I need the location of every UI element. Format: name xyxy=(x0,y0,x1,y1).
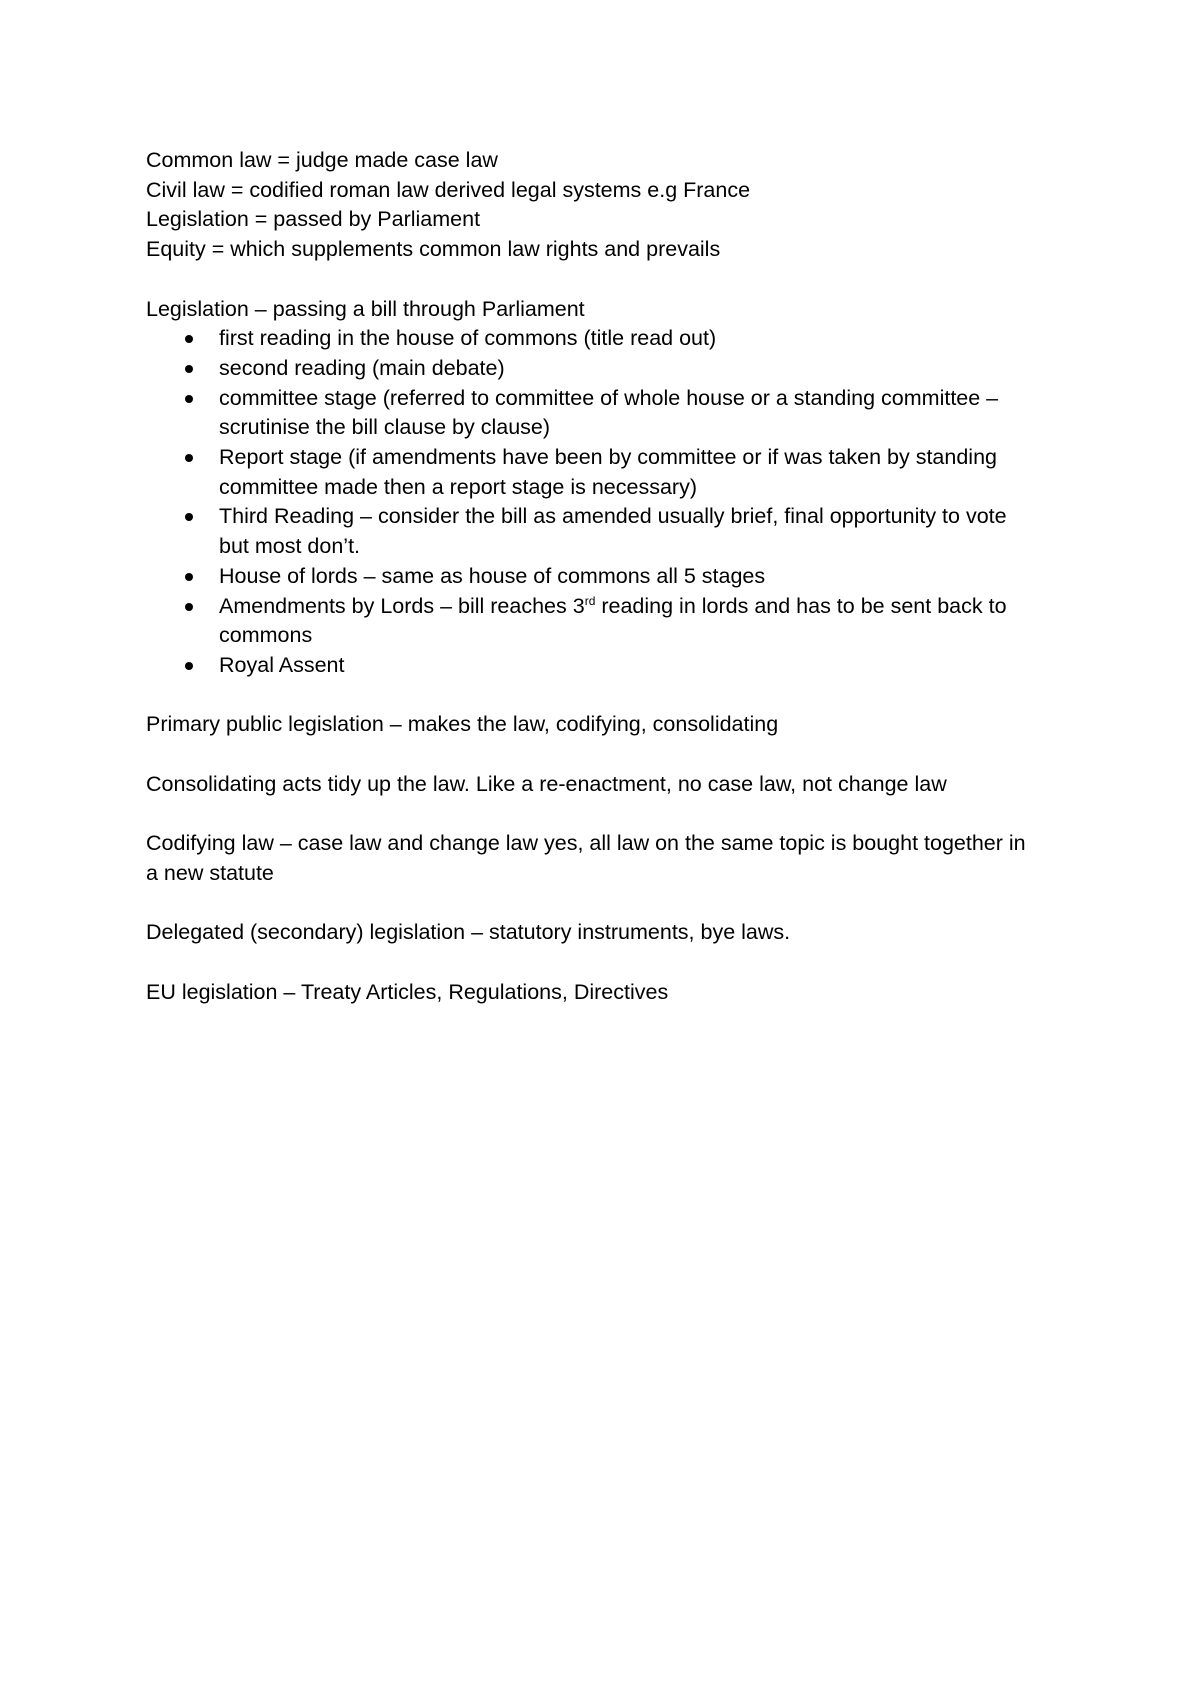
bullet-icon xyxy=(185,603,193,611)
bill-stages-list xyxy=(146,324,1066,680)
list-item-text: Royal Assent xyxy=(219,652,345,677)
bill-heading: Legislation – passing a bill through Parliament xyxy=(146,296,585,321)
list-item-text: second reading (main debate) xyxy=(219,355,505,380)
bullet-icon xyxy=(185,573,193,581)
bullet-icon xyxy=(185,395,193,403)
bullet-icon xyxy=(185,454,193,462)
list-item-text-continued: but most don’t. xyxy=(219,534,361,559)
list-item-second-reading xyxy=(146,354,1066,384)
list-item-text: House of lords – same as house of commons all 5 stages xyxy=(219,563,766,588)
bullet-icon xyxy=(185,513,193,521)
definition-common-law: Common law = judge made case law xyxy=(146,148,498,172)
note-delegated-legislation: Delegated (secondary) legislation – statutory instruments, bye laws. xyxy=(146,920,791,945)
definition-civil-law: Civil law = codified roman law derived legal systems e.g France xyxy=(146,177,751,202)
spacer xyxy=(146,265,1066,295)
list-item-text-continued: committee made then a report stage is necessary) xyxy=(219,474,697,499)
bullet-icon xyxy=(185,335,193,343)
list-item-house-of-lords xyxy=(146,562,1066,592)
note-consolidating-acts: Consolidating acts tidy up the law. Like a re-enactment, no case law, not change law xyxy=(146,771,947,796)
list-item-committee-stage xyxy=(146,384,1066,443)
ordinal-superscript: rd xyxy=(584,593,596,608)
bullet-icon xyxy=(185,365,193,373)
bullet-icon xyxy=(185,662,193,670)
list-item-text-continued: commons xyxy=(219,623,313,648)
definition-legislation: Legislation = passed by Parliament xyxy=(146,207,481,232)
list-item-royal-assent xyxy=(146,651,1066,681)
spacer xyxy=(146,681,1066,711)
note-codifying-law: Codifying law – case law and change law yes, all law on the same topic is bought together in xyxy=(146,831,1026,856)
list-item-text-continued: scrutinise the bill clause by clause) xyxy=(219,415,551,440)
list-item-text-part: Amendments by Lords – bill reaches 3 xyxy=(219,593,585,618)
list-item-amendments-by-lords xyxy=(146,592,1066,651)
list-item-text: first reading in the house of commons (title read out) xyxy=(219,326,717,351)
note-eu-legislation: EU legislation – Treaty Articles, Regulations, Directives xyxy=(146,979,669,1004)
list-item-text xyxy=(219,592,1066,622)
definition-equity: Equity = which supplements common law rights and prevails xyxy=(146,237,721,262)
list-item-text: Report stage (if amendments have been by committee or if was taken by standing xyxy=(219,445,997,470)
list-item-text-part: reading in lords and has to be sent back to xyxy=(595,593,1007,618)
spacer xyxy=(146,948,1066,978)
list-item-text: committee stage (referred to committee of whole house or a standing committee – xyxy=(219,385,999,410)
note-primary-legislation: Primary public legislation – makes the law, codifying, consolidating xyxy=(146,712,779,737)
list-item-report-stage xyxy=(146,443,1066,502)
spacer xyxy=(146,799,1066,829)
list-item-text: Third Reading – consider the bill as amended usually brief, final opportunity to vote xyxy=(219,504,1007,529)
document-body xyxy=(146,146,1066,1007)
spacer xyxy=(146,889,1066,919)
list-item-first-reading xyxy=(146,324,1066,354)
spacer xyxy=(146,740,1066,770)
list-item-third-reading xyxy=(146,502,1066,561)
note-codifying-law-continued: a new statute xyxy=(146,860,274,885)
